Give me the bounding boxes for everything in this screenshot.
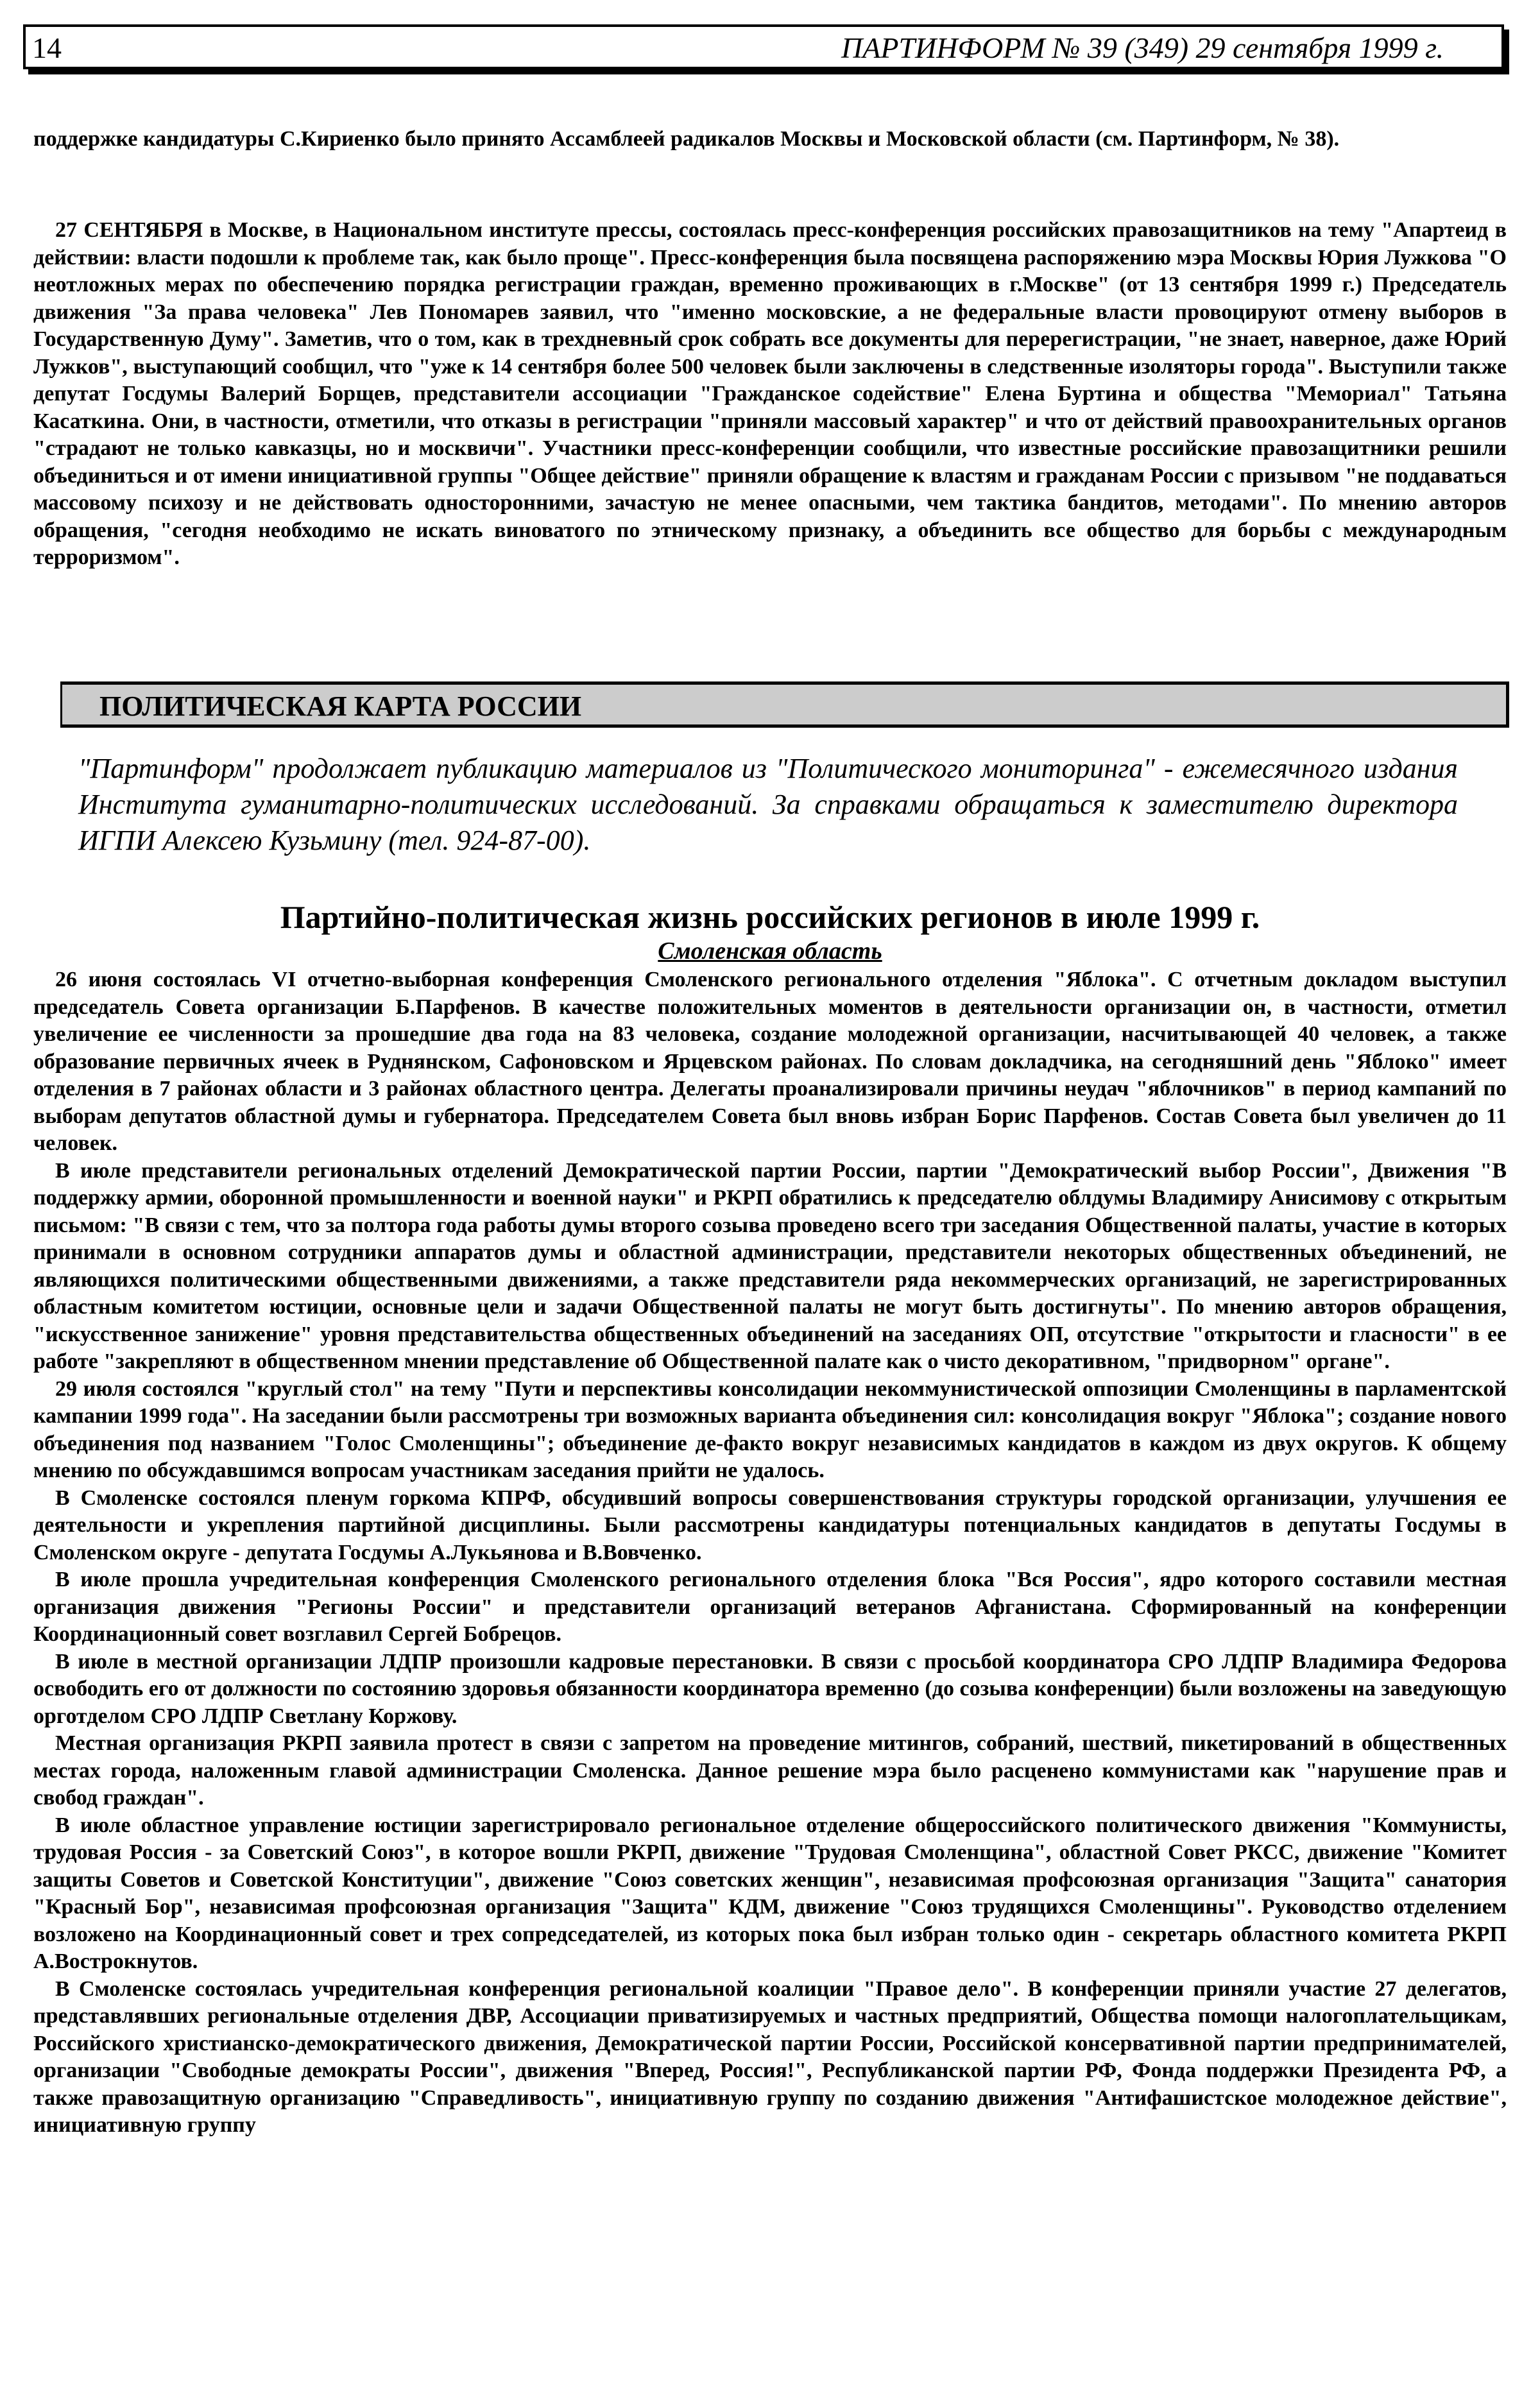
page-number: 14	[32, 31, 62, 64]
page-header	[23, 24, 1504, 69]
paragraph: поддержке кандидатуры С.Кириенко было принято Ассамблеей радикалов Москвы и Московской области (см. Партинформ, № 38).	[33, 127, 1340, 151]
paragraph: 27 СЕНТЯБРЯ в Москве, в Национальном институте прессы, состоялась пресс-конференция российских правозащитников на тему "Апартеид в действии: власти подошли к проблеме так, как было проще". Пресс-конференция была посвящена распоряжению мэра Москвы Юрия Лужкова "О неотложных мерах по обеспечению порядка регистрации граждан, временно проживающих в г.Москве" (от 13 сентября 1999 г.) Председатель движения "За права человека" Лев Пономарев заявил, что "именно московские, а не федеральные власти провоцируют отмену выборов в Государственную Думу". Заметив, что о том, как в трехдневный срок собрать все документы для перерегистрации, "не знает, наверное, даже Юрий Лужков", выступающий сообщил, что "уже к 14 сентября более 500 человек были заключены в следственные изоляторы города". Выступили также депутат Госдумы Валерий Борщев, представители ассоциации "Гражданское содействие" Елена Буртина и общества "Мемориал" Татьяна Касаткина. Они, в частности, отметили, что отказы в регистрации "приняли массовый характер" и что от действий правоохранительных органов "страдают не только кавказцы, но и москвичи". Участники пресс-конференции сообщили, что известные российские правозащитники решили объединиться и от имени инициативной группы "Общее действие" приняли обращение к властям и гражданам России с призывом "не поддаваться массовому психозу и не действовать односторонними, зачастую не менее опасными, чем тактика бандитов, методами". По мнению авторов обращения, "сегодня необходимо не искать виноватого по этническому признаку, а объединить все общество для борьбы с международным терроризмом".	[33, 218, 1507, 569]
publication-title: ПАРТИНФОРМ № 39 (349) 29 сентября 1999 г.	[841, 31, 1444, 64]
section-intro: "Партинформ" продолжает публикацию материалов из "Политического мониторинга" - ежемесячного издания Института гуманитарно-политических исследований. За справками обращаться к заместителю директора ИГПИ Алексею Кузьмину (тел. 924-87-00).	[78, 753, 1458, 856]
paragraph: В июле представители региональных отделений Демократической партии России, партии "Демократический выбор России", Движения "В поддержку армии, оборонной промышленности и военной науки" и РКРП обратились к председателю облдумы Владимиру Анисимову с открытым письмом: "В связи с тем, что за полтора года работы думы второго созыва проведено всего три заседания Общественной палаты, участие в которых принимали в основном сотрудники аппаратов думы и областной администрации, представители некоторых общественных объединений, не являющихся политическими общественными движениями, а также представители ряда некоммерческих организаций, не зарегистрированных областным комитетом юстиции, основные цели и задачи Общественной палаты не могут быть достигнуты". По мнению авторов обращения, "искусственное занижение" уровня представительства общественных объединений на заседаниях ОП, отсутствие "открытости и гласности" в ее работе "закрепляют в общественном мнении представление об Общественной палате как о чисто декоративном, "придворном" органе".	[33, 1158, 1507, 1373]
continued-paragraph	[33, 126, 1507, 153]
section-heading: ПОЛИТИЧЕСКАЯ КАРТА РОССИИ	[99, 690, 582, 722]
paragraph: В июле в местной организации ЛДПР произошли кадровые перестановки. В связи с просьбой координатора СРО ЛДПР Владимира Федорова освободить его от должности по состоянию здоровья обязанности координатора временно (до созыва конференции) были возложены на заведующую орготделом СРО ЛДПР Светлану Коржову.	[33, 1649, 1507, 1728]
paragraph: В Смоленске состоялся пленум горкома КПРФ, обсудивший вопросы совершенствования структуры городской организации, улучшения ее деятельности и укрепления партийной дисциплины. Были рассмотрены кандидатуры потенциальных кандидатов в депутаты Госдумы в Смоленском округе - депутата Госдумы А.Лукьянова и В.Вовченко.	[33, 1486, 1507, 1564]
paragraph: 29 июля состоялся "круглый стол" на тему "Пути и перспективы консолидации некоммунистической оппозиции Смоленщины в парламентской кампании 1999 года". На заседании были рассмотрены три возможных варианта объединения сил: консолидация вокруг "Яблока"; создание нового объединения под названием "Голос Смоленщины"; объединение де-факто вокруг независимых кандидатов в каждом из двух округов. К общему мнению по обсуждавшимся вопросам участникам заседания прийти не удалось.	[33, 1376, 1507, 1482]
paragraph: В июле областное управление юстиции зарегистрировало региональное отделение общероссийского политического движения "Коммунисты, трудовая Россия - за Советский Союз", в которое вошли РКРП, движение "Трудовая Смоленщина", областной Совет РКСС, движение "Комитет защиты Советов и Советской Конституции", движение "Союз советских женщин", независимая профсоюзная организация "Защита" санатория "Красный Бор", независимая профсоюзная организация "Защита" КДМ, движение "Союз трудящихся Смоленщины". Руководство отделением возложено на Координационный совет и трех сопредседателей, из которых пока был избран только один - секретарь областного комитета РКРП А.Вострокнутов.	[33, 1813, 1507, 1973]
article-body	[33, 966, 1507, 2139]
region-subtitle: Смоленская область	[658, 938, 882, 964]
paragraph: 26 июня состоялась VI отчетно-выборная конференция Смоленского регионального отделения "Яблока". С отчетным докладом выступил председатель Совета организации Б.Парфенов. В качестве положительных моментов в деятельности организации он, в частности, отметил увеличение ее численности за прошедшие два года на 83 человека, создание молодежной организации, насчитывающей 40 человек, а также образование первичных ячеек в Руднянском, Сафоновском и Ярцевском районах. По словам докладчика, на сегодняшний день "Яблоко" имеет отделения в 7 районах области и 3 районах областного центра. Делегаты проанализировали причины неудач "яблочников" в период кампаний по выборам депутатов областной думы и губернатора. Председателем Совета был вновь избран Борис Парфенов. Состав Совета был увеличен до 11 человек.	[33, 968, 1507, 1155]
paragraph: В июле прошла учредительная конференция Смоленского регионального отделения блока "Вся Россия", ядро которого составили местная организация движения "Регионы России" и представители организаций ветеранов Афганистана. Сформированный на конференции Координационный совет возглавил Сергей Бобрецов.	[33, 1568, 1507, 1646]
paragraph: В Смоленске состоялась учредительная конференция региональной коалиции "Правое дело". В конференции приняли участие 27 делегатов, представлявших региональные отделения ДВР, Ассоциации приватизируемых и частных предприятий, Общества помощи налогоплательщикам, Российского христианско-демократического движения, Демократической партии России, Российской консервативной партии предпринимателей, организации "Свободные демократы России", движения "Вперед, Россия!", Республиканской партии РФ, Фонда поддержки Президента РФ, а также правозащитную организацию "Справедливость", инициативную группу по созданию движения "Антифашистское молодежное действие", инициативную группу	[33, 1976, 1507, 2137]
press-conference-paragraph	[33, 217, 1507, 572]
article-title: Партийно-политическая жизнь российских регионов в июле 1999 г.	[280, 899, 1260, 935]
paragraph: Местная организация РКРП заявила протест в связи с запретом на проведение митингов, собраний, шествий, пикетирований в общественных местах города, наложенным главой администрации Смоленска. Данное решение мэра было расценено коммунистами как "нарушение прав и свобод граждан".	[33, 1731, 1507, 1810]
section-heading-box	[60, 681, 1509, 728]
